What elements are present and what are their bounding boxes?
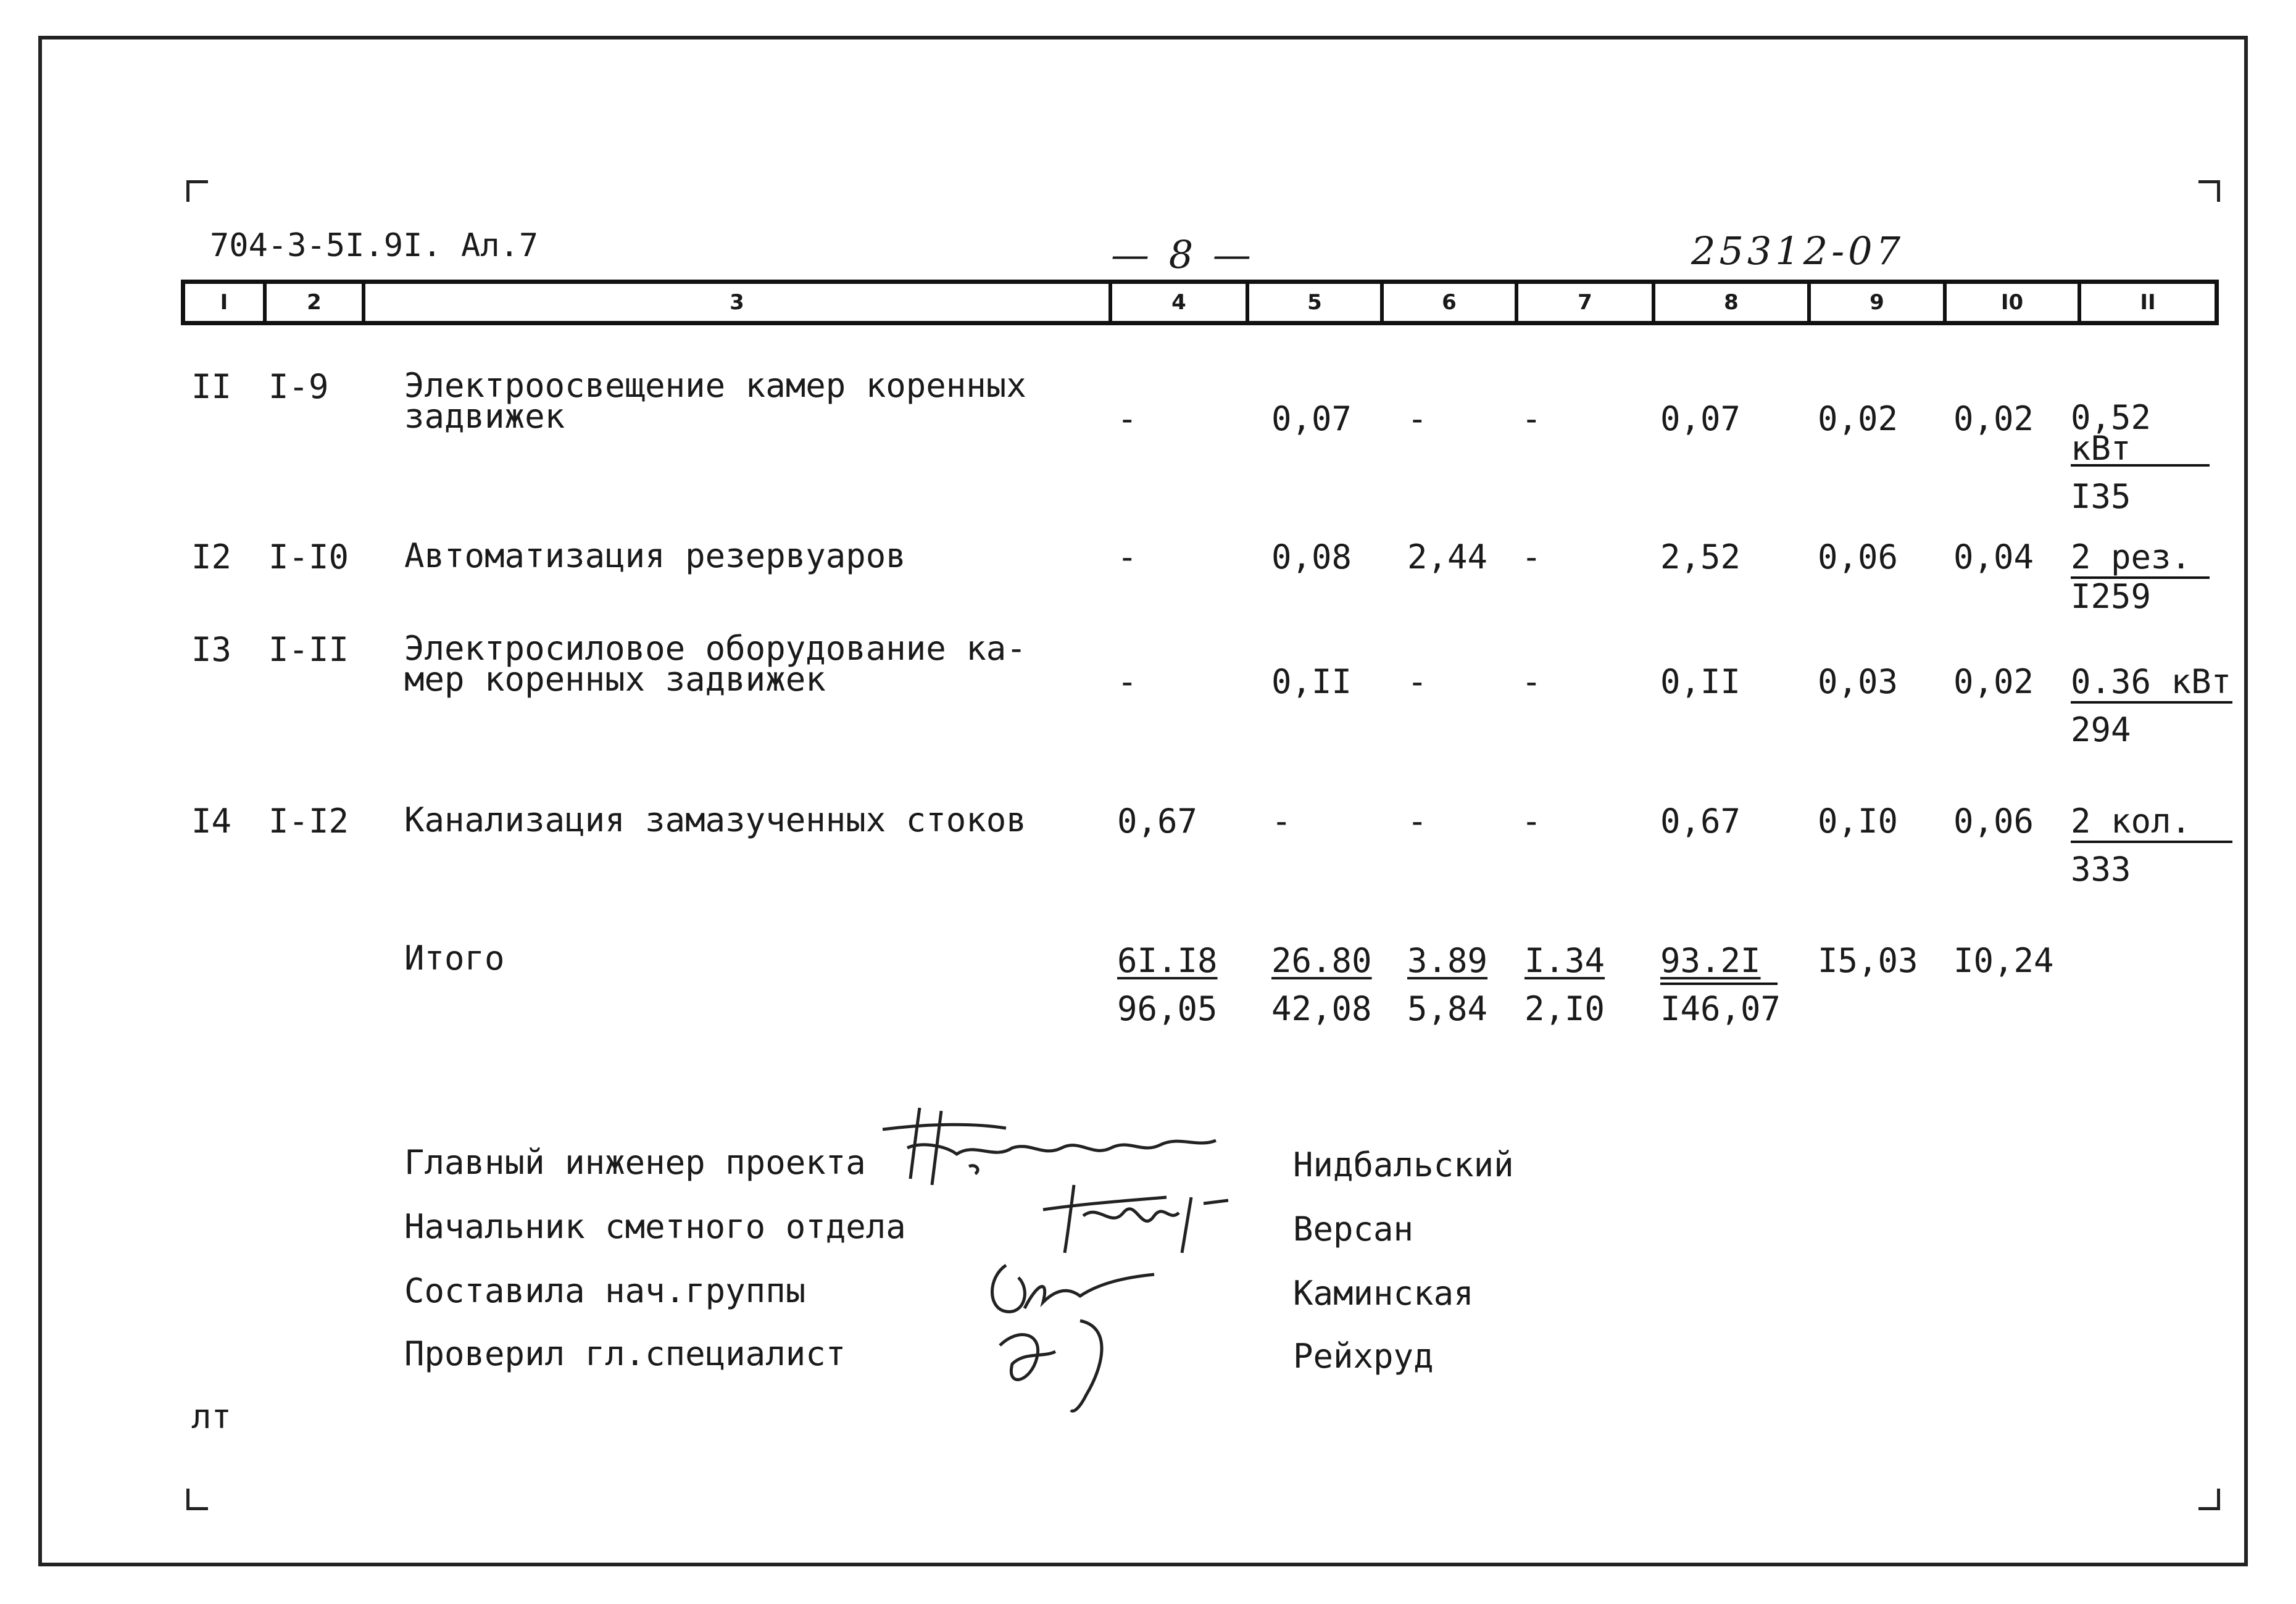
cell-col4: - bbox=[1117, 662, 1138, 701]
row-description: Электросиловое оборудование ка- мер коренных задвижек bbox=[404, 629, 1026, 699]
total-col7-top: I.34 bbox=[1524, 941, 1605, 980]
column-number: 3 bbox=[362, 284, 1108, 321]
column-number: 7 bbox=[1515, 284, 1652, 321]
cell-col6: 2,44 bbox=[1407, 538, 1488, 576]
column-number: 5 bbox=[1246, 284, 1380, 321]
cell-col7: - bbox=[1521, 399, 1542, 438]
signature-name: Версан bbox=[1293, 1210, 1414, 1249]
cell-col10: 0,06 bbox=[1953, 802, 2034, 841]
handwritten-signature-4 bbox=[988, 1315, 1148, 1413]
cell-note-bottom: I259 bbox=[2071, 577, 2152, 616]
cell-col7: - bbox=[1521, 662, 1542, 701]
cell-note-bottom: 333 bbox=[2071, 850, 2131, 889]
total-col5-top: 26.80 bbox=[1271, 941, 1372, 980]
column-number: 6 bbox=[1380, 284, 1515, 321]
row-reference: I-I2 bbox=[268, 802, 349, 841]
cell-note-top: 2 кол. bbox=[2071, 802, 2192, 841]
cell-col6: - bbox=[1407, 662, 1428, 701]
column-number: I0 bbox=[1943, 284, 2078, 321]
row-description: Автоматизация резервуаров bbox=[404, 536, 906, 575]
column-number: I bbox=[220, 290, 228, 315]
total-label: Итого bbox=[404, 939, 505, 978]
corner-mark-top-left bbox=[186, 180, 208, 202]
cell-note-bottom: 294 bbox=[2071, 710, 2131, 749]
cell-col10: 0,02 bbox=[1953, 662, 2034, 701]
corner-mark-bottom-right bbox=[2198, 1489, 2220, 1510]
cell-col8: 0,07 bbox=[1660, 399, 1741, 438]
signature-title: Начальник сметного отдела bbox=[404, 1207, 906, 1246]
column-number-bar bbox=[181, 280, 2219, 325]
total-col8-top: 93.2I bbox=[1660, 941, 1761, 980]
order-number: 25312-07 bbox=[1691, 228, 1905, 273]
cell-col7: - bbox=[1521, 802, 1542, 841]
cell-col5: 0,07 bbox=[1271, 399, 1352, 438]
cell-col7: - bbox=[1521, 538, 1542, 576]
row-description: Электроосвещение камер коренных задвижек bbox=[404, 366, 1026, 436]
cell-col8: 2,52 bbox=[1660, 538, 1741, 576]
cell-col5: 0,08 bbox=[1271, 538, 1352, 576]
cell-col9: 0,06 bbox=[1818, 538, 1899, 576]
cell-col4: - bbox=[1117, 538, 1138, 576]
total-col5-bottom: 42,08 bbox=[1271, 989, 1372, 1028]
column-number: II bbox=[2078, 284, 2215, 321]
cell-col9: 0,I0 bbox=[1818, 802, 1899, 841]
corner-mark-bottom-left bbox=[186, 1489, 208, 1510]
footer-mark: лт bbox=[191, 1397, 232, 1436]
cell-col4: - bbox=[1117, 399, 1138, 438]
note-underline bbox=[2071, 841, 2232, 843]
note-underline bbox=[2071, 701, 2232, 704]
total-col4-top: 6I.I8 bbox=[1117, 941, 1218, 980]
column-number: 2 bbox=[263, 284, 362, 321]
column-number: 4 bbox=[1108, 284, 1246, 321]
total-col8-bottom: I46,07 bbox=[1660, 989, 1781, 1028]
cell-note-top: 0,52 кВт bbox=[2071, 398, 2152, 468]
signature-title: Составила нач.группы bbox=[404, 1271, 806, 1310]
handwritten-signature-2 bbox=[1037, 1179, 1234, 1259]
row-number: I4 bbox=[191, 802, 232, 841]
corner-mark-top-right bbox=[2198, 180, 2220, 202]
total-col6-top: 3.89 bbox=[1407, 941, 1488, 980]
cell-col4: 0,67 bbox=[1117, 802, 1198, 841]
page-number: — 8 — bbox=[1111, 232, 1255, 277]
signature-title: Проверил гл.специалист bbox=[404, 1334, 846, 1373]
total-col10: I0,24 bbox=[1953, 941, 2054, 980]
cell-col9: 0,02 bbox=[1818, 399, 1899, 438]
signature-title: Главный инженер проекта bbox=[404, 1143, 866, 1182]
cell-note-bottom: I35 bbox=[2071, 477, 2131, 516]
cell-col6: - bbox=[1407, 399, 1428, 438]
note-underline bbox=[2071, 464, 2210, 467]
total-col9: I5,03 bbox=[1818, 941, 1918, 980]
cell-col6: - bbox=[1407, 802, 1428, 841]
column-number: 8 bbox=[1652, 284, 1807, 321]
total-col4-bottom: 96,05 bbox=[1117, 989, 1218, 1028]
row-reference: I-II bbox=[268, 630, 349, 669]
column-number: 9 bbox=[1807, 284, 1943, 321]
cell-col5: - bbox=[1271, 802, 1292, 841]
row-number: I3 bbox=[191, 630, 232, 669]
cell-note-top: 2 рез. bbox=[2071, 538, 2192, 576]
signature-name: Нидбальский bbox=[1293, 1145, 1514, 1184]
row-reference: I-9 bbox=[268, 367, 329, 406]
cell-col8: 0,67 bbox=[1660, 802, 1741, 841]
row-number: I2 bbox=[191, 538, 232, 576]
total-col6-bottom: 5,84 bbox=[1407, 989, 1488, 1028]
document-code: 704-3-5I.9I. Ал.7 bbox=[210, 227, 539, 264]
cell-col10: 0,04 bbox=[1953, 538, 2034, 576]
row-reference: I-I0 bbox=[268, 538, 349, 576]
row-description: Канализация замазученных стоков bbox=[404, 800, 1026, 839]
signature-name: Каминская bbox=[1293, 1274, 1474, 1313]
signature-name: Рейхруд bbox=[1293, 1337, 1434, 1376]
cell-col10: 0,02 bbox=[1953, 399, 2034, 438]
cell-note-top: 0.36 кВт bbox=[2071, 662, 2232, 701]
cell-col9: 0,03 bbox=[1818, 662, 1899, 701]
cell-col8: 0,II bbox=[1660, 662, 1741, 701]
cell-col5: 0,II bbox=[1271, 662, 1352, 701]
total-col7-bottom: 2,I0 bbox=[1524, 989, 1605, 1028]
total-col8-underline bbox=[1660, 983, 1778, 985]
row-number: II bbox=[191, 367, 232, 406]
